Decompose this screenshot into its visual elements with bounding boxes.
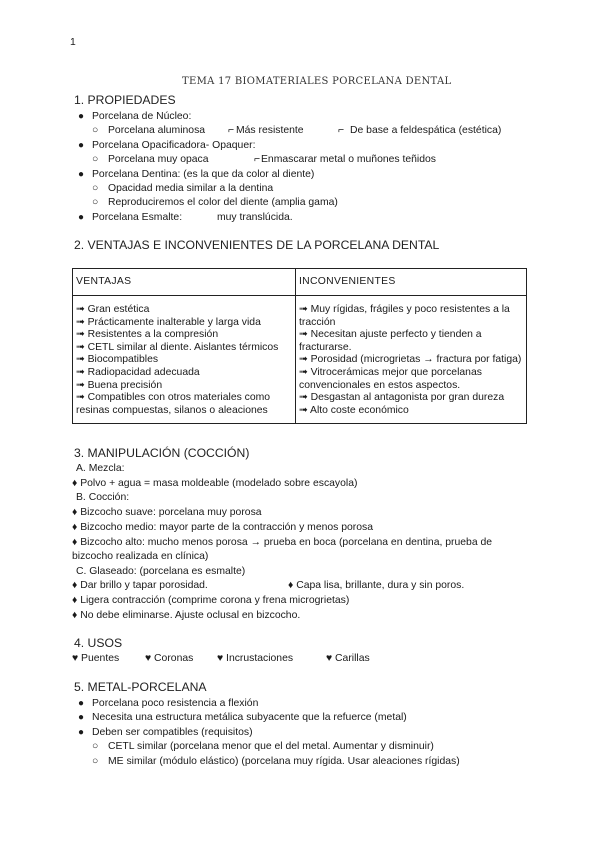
page-number: 1 bbox=[70, 37, 76, 48]
sub-bullet-icon: ○ bbox=[92, 154, 99, 165]
glaseado-item: ♦ Capa lisa, brillante, dura y sin poros. bbox=[288, 580, 465, 591]
bullet-icon: ● bbox=[78, 111, 85, 122]
sub-bullet-icon: ○ bbox=[92, 197, 99, 208]
uso-item: ♥ Coronas bbox=[145, 653, 194, 664]
ventajas-cell bbox=[73, 296, 296, 424]
prop-dentina-a: Opacidad media similar a la dentina bbox=[108, 183, 274, 194]
inconveniente-item: ➟ Desgastan al antagonista por gran dureza bbox=[299, 392, 505, 404]
sub-heading-mezcla: A. Mezcla: bbox=[76, 463, 125, 474]
prop-dentina-b: Reproduciremos el color del diente (amplia gama) bbox=[108, 197, 338, 208]
mezcla-item: ♦ Polvo + agua = masa moldeable (modelado sobre escayola) bbox=[72, 478, 358, 489]
sub-heading-glaseado: C. Glaseado: (porcelana es esmalte) bbox=[76, 566, 246, 577]
metal-porcelana-item: Necesita una estructura metálica subyacente que la refuerce (metal) bbox=[92, 712, 407, 723]
bullet-icon: ● bbox=[78, 698, 85, 709]
ventaja-item: ➟ Biocompatibles bbox=[76, 354, 159, 366]
bullet-icon: ● bbox=[78, 712, 85, 723]
ventaja-item: ➟ Compatibles con otros materiales como resinas compuestas, silanos o aleaciones bbox=[76, 392, 271, 416]
ventaja-item: ➟ Radiopacidad adecuada bbox=[76, 366, 200, 378]
coccion-item: ♦ Bizcocho medio: mayor parte de la contracción y menos porosa bbox=[72, 522, 374, 533]
bullet-icon: ● bbox=[78, 140, 85, 151]
section-1-heading: 1. PROPIEDADES bbox=[74, 93, 176, 107]
section-5-heading: 5. METAL-PORCELANA bbox=[74, 680, 207, 694]
ventaja-item: ➟ Buena precisión bbox=[76, 379, 163, 391]
bullet-icon: ● bbox=[78, 727, 85, 738]
inconveniente-item: ➟ Necesitan ajuste perfecto y tienden a fracturarse. bbox=[299, 329, 482, 353]
column-header-ventajas: VENTAJAS bbox=[73, 269, 296, 296]
ventajas-inconvenientes-table bbox=[72, 268, 527, 424]
ventaja-item: ➟ Prácticamente inalterable y larga vida bbox=[76, 316, 261, 328]
glaseado-item: ♦ No debe eliminarse. Ajuste oclusal en bizcocho. bbox=[72, 610, 301, 621]
prop-opaquer-b: Enmascarar metal o muñones teñidos bbox=[261, 154, 436, 165]
prop-nucleo-c: De base a feldespática (estética) bbox=[350, 125, 502, 136]
prop-esmalte: Porcelana Esmalte: bbox=[92, 212, 183, 223]
bullet-icon: ● bbox=[78, 212, 85, 223]
ventaja-item: ➟ CETL similar al diente. Aislantes térmicos bbox=[76, 341, 279, 353]
inconveniente-item: ➟ Porosidad (microgrietas → fractura por fatiga) bbox=[299, 354, 522, 366]
metal-porcelana-item: Deben ser compatibles (requisitos) bbox=[92, 727, 253, 738]
prop-opaquer: Porcelana Opacificadora- Opaquer: bbox=[92, 140, 256, 151]
inconveniente-item: ➟ Muy rígidas, frágiles y poco resistentes a la tracción bbox=[299, 304, 510, 328]
inconvenientes-cell bbox=[296, 296, 527, 424]
glaseado-item: ♦ Dar brillo y tapar porosidad. bbox=[72, 580, 208, 591]
bullet-icon: ● bbox=[78, 169, 85, 180]
sub-bullet-icon: ○ bbox=[92, 741, 99, 752]
inconveniente-item: ➟ Vitrocerámicas mejor que porcelanas convencionales en estos aspectos. bbox=[299, 366, 482, 391]
requisito-item: ME similar (módulo elástico) (porcelana muy rígida. Usar aleaciones rígidas) bbox=[108, 756, 460, 767]
sub-bullet-icon: ○ bbox=[92, 183, 99, 194]
ventaja-item: ➟ Gran estética bbox=[76, 304, 150, 315]
coccion-item-continued: bizcocho realizada en clínica) bbox=[72, 551, 209, 562]
sub-bullet-icon: ○ bbox=[92, 756, 99, 767]
uso-item: ♥ Puentes bbox=[72, 653, 120, 664]
prop-nucleo: Porcelana de Núcleo: bbox=[92, 111, 192, 122]
prop-dentina: Porcelana Dentina: (es la que da color al diente) bbox=[92, 169, 315, 180]
sub-heading-coccion: B. Cocción: bbox=[76, 492, 130, 503]
coccion-item: ♦ Bizcocho suave: porcelana muy porosa bbox=[72, 507, 262, 518]
uso-item: ♥ Incrustaciones bbox=[217, 653, 294, 664]
sub-bullet-icon: ○ bbox=[92, 125, 99, 136]
uso-item: ♥ Carillas bbox=[326, 653, 370, 664]
metal-porcelana-item: Porcelana poco resistencia a flexión bbox=[92, 698, 259, 709]
prop-esmalte-b: muy translúcida. bbox=[217, 212, 293, 223]
prop-nucleo-a: Porcelana aluminosa bbox=[108, 125, 206, 136]
document-title: TEMA 17 BIOMATERIALES PORCELANA DENTAL bbox=[182, 76, 452, 87]
column-header-inconvenientes: INCONVENIENTES bbox=[296, 269, 527, 296]
arrow-icon: ⌐ bbox=[338, 125, 345, 136]
glaseado-item: ♦ Ligera contracción (comprime corona y frena microgrietas) bbox=[72, 595, 350, 606]
requisito-item: CETL similar (porcelana menor que el del metal. Aumentar y disminuir) bbox=[108, 741, 434, 752]
ventaja-item: ➟ Resistentes a la compresión bbox=[76, 329, 219, 341]
section-4-heading: 4. USOS bbox=[74, 636, 123, 650]
prop-nucleo-b: Más resistente bbox=[236, 125, 304, 136]
arrow-icon: ⌐ bbox=[254, 154, 261, 165]
section-3-heading: 3. MANIPULACIÓN (COCCIÓN) bbox=[74, 446, 250, 460]
coccion-item: ♦ Bizcocho alto: mucho menos porosa → prueba en boca (porcelana en dentina, prueba de bbox=[72, 537, 493, 548]
section-2-heading: 2. VENTAJAS E INCONVENIENTES DE LA PORCELANA DENTAL bbox=[74, 238, 440, 252]
inconveniente-item: ➟ Alto coste económico bbox=[299, 404, 409, 416]
arrow-icon: ⌐ bbox=[228, 125, 235, 136]
prop-opaquer-a: Porcelana muy opaca bbox=[108, 154, 209, 165]
